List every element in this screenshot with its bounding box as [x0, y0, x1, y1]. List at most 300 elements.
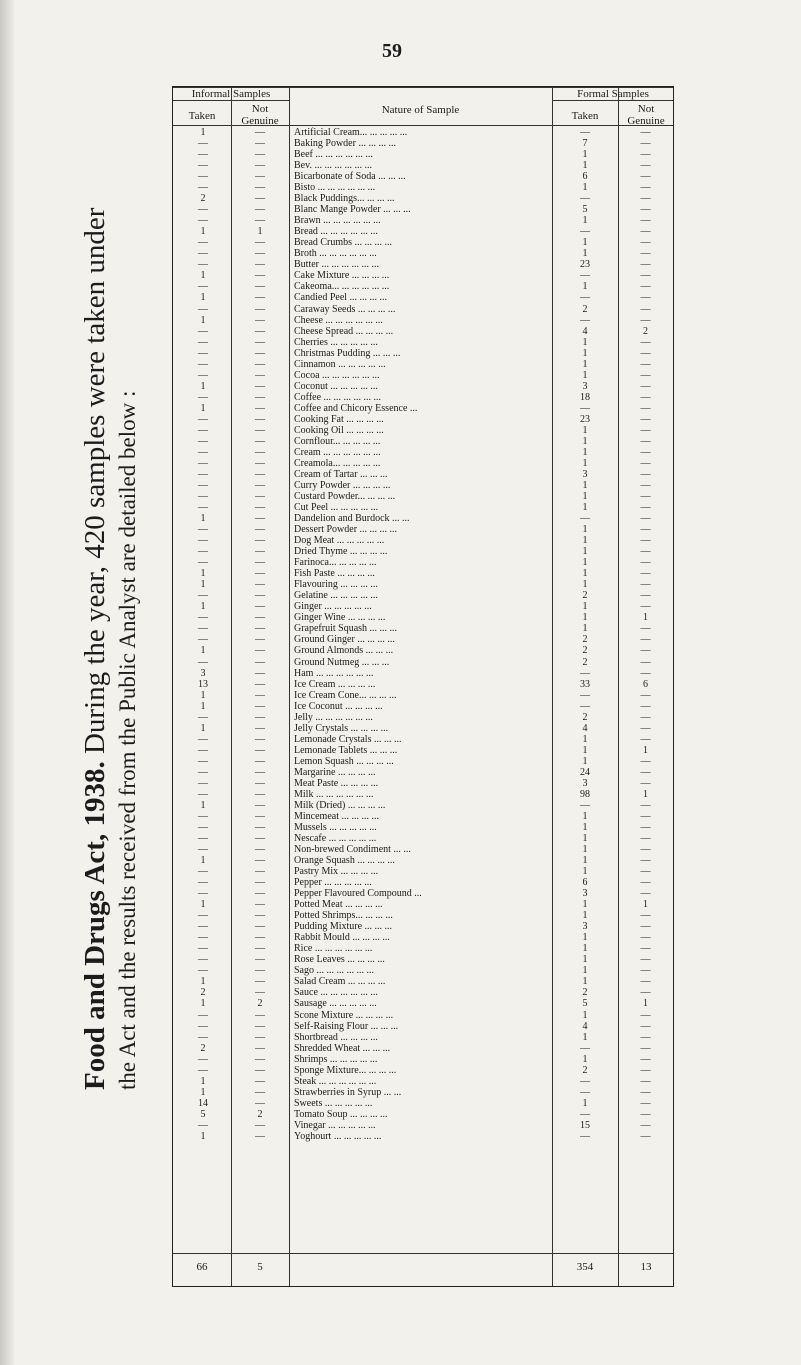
cell-formal-taken: 1	[582, 844, 588, 856]
header-not: Not	[251, 103, 269, 115]
table-row	[173, 1076, 673, 1087]
cell-informal-taken: —	[198, 215, 208, 227]
cell-informal-not-genuine: —	[255, 866, 265, 878]
cell-informal-taken: —	[198, 921, 208, 933]
cell-formal-not-genuine: —	[640, 667, 651, 679]
cell-informal-not-genuine: —	[255, 513, 265, 525]
cell-formal-not-genuine: —	[640, 645, 651, 657]
cell-informal-not-genuine: —	[255, 810, 265, 822]
cell-informal-not-genuine: —	[255, 678, 265, 690]
cell-informal-taken: —	[198, 303, 208, 315]
cell-formal-taken: 2	[582, 590, 588, 602]
cell-formal-not-genuine: —	[640, 524, 651, 536]
cell-informal-not-genuine: —	[255, 402, 265, 414]
cell-sample-name: Cooking Fat ... ... ... ...	[294, 413, 384, 425]
cell-formal-not-genuine: —	[640, 358, 651, 370]
cell-sample-name: Ground Ginger ... ... ... ...	[294, 634, 395, 646]
cell-informal-not-genuine: —	[255, 612, 265, 624]
cell-formal-taken: 1	[582, 215, 588, 227]
cell-sample-name: Shredded Wheat ... ... ...	[294, 1042, 391, 1054]
cell-informal-taken: —	[198, 546, 208, 558]
cell-formal-not-genuine: —	[640, 590, 651, 602]
cell-informal-not-genuine: —	[255, 237, 265, 249]
cell-informal-not-genuine: —	[255, 777, 265, 789]
cell-formal-not-genuine: —	[640, 468, 651, 480]
cell-formal-not-genuine: —	[640, 1075, 651, 1087]
cell-formal-not-genuine: 1	[643, 998, 648, 1010]
table-row	[173, 568, 673, 579]
cell-formal-not-genuine: —	[640, 844, 651, 856]
cell-informal-taken: 2	[200, 1042, 206, 1054]
cell-sample-name: Mincemeat ... ... ... ...	[294, 810, 379, 822]
cell-formal-not-genuine: —	[640, 1086, 651, 1098]
cell-formal-not-genuine: —	[640, 1064, 651, 1076]
cell-sample-name: Ham ... ... ... ... ... ...	[294, 667, 374, 679]
cell-informal-taken: —	[198, 557, 208, 569]
cell-informal-not-genuine: —	[255, 413, 265, 425]
table-row	[173, 668, 673, 679]
cell-informal-not-genuine: —	[255, 910, 265, 922]
cell-formal-not-genuine: —	[640, 987, 651, 999]
cell-informal-taken: 14	[198, 1097, 208, 1109]
cell-formal-taken: 1	[582, 943, 588, 955]
cell-informal-not-genuine: —	[255, 369, 265, 381]
cell-informal-not-genuine: —	[255, 976, 265, 988]
cell-formal-not-genuine: —	[640, 1009, 651, 1021]
cell-sample-name: Dried Thyme ... ... ... ...	[294, 546, 388, 558]
header-informal-not-genuine	[231, 103, 289, 127]
cell-formal-taken: 18	[580, 391, 590, 403]
table-row	[173, 259, 673, 270]
cell-informal-taken: 1	[200, 314, 206, 326]
cell-sample-name: Jelly ... ... ... ... ... ...	[294, 711, 373, 723]
table-row	[173, 998, 673, 1009]
cell-informal-not-genuine: —	[255, 424, 265, 436]
cell-informal-not-genuine: —	[255, 127, 265, 138]
cell-sample-name: Christmas Pudding ... ... ...	[294, 347, 401, 359]
cell-formal-not-genuine: —	[640, 314, 651, 326]
cell-sample-name: Rose Leaves ... ... ... ...	[294, 954, 385, 966]
cell-informal-taken: —	[198, 788, 208, 800]
cell-informal-not-genuine: —	[255, 855, 265, 867]
cell-informal-taken: 1	[200, 899, 206, 911]
cell-informal-not-genuine: —	[255, 270, 265, 282]
cell-informal-taken: —	[198, 446, 208, 458]
cell-sample-name: Pepper ... ... ... ... ...	[294, 877, 372, 889]
cell-informal-not-genuine: —	[255, 1097, 265, 1109]
cell-formal-taken: 5	[582, 998, 588, 1010]
cell-formal-not-genuine: —	[640, 1119, 651, 1131]
cell-formal-taken: 23	[580, 413, 590, 425]
table-row	[173, 1087, 673, 1098]
cell-informal-not-genuine: —	[255, 579, 265, 591]
cell-formal-taken: 1	[582, 457, 588, 469]
cell-sample-name: Grapefruit Squash ... ... ...	[294, 623, 398, 635]
cell-informal-taken: —	[198, 810, 208, 822]
cell-formal-taken: 1	[582, 855, 588, 867]
cell-formal-not-genuine: —	[640, 193, 651, 205]
cell-formal-taken: 1	[582, 965, 588, 977]
table-row	[173, 690, 673, 701]
cell-sample-name: Lemonade Crystals ... ... ...	[294, 733, 402, 745]
cell-formal-not-genuine: —	[640, 446, 651, 458]
table-row	[173, 822, 673, 833]
cell-formal-not-genuine: —	[640, 424, 651, 436]
cell-formal-taken: 24	[580, 766, 590, 778]
cell-informal-not-genuine: —	[255, 1020, 265, 1032]
table-row	[173, 899, 673, 910]
cell-sample-name: Beef ... ... ... ... ... ...	[294, 149, 373, 161]
table-row	[173, 723, 673, 734]
cell-informal-taken: —	[198, 391, 208, 403]
cell-formal-not-genuine: —	[640, 579, 651, 591]
cell-formal-not-genuine: —	[640, 755, 651, 767]
cell-sample-name: Ice Cream ... ... ... ...	[294, 678, 376, 690]
cell-informal-taken: —	[198, 491, 208, 503]
cell-formal-taken: 1	[582, 491, 588, 503]
table-row	[173, 359, 673, 370]
cell-informal-taken: —	[198, 160, 208, 172]
cell-formal-not-genuine: —	[640, 810, 651, 822]
cell-formal-taken: 4	[582, 722, 588, 734]
cell-informal-not-genuine: —	[255, 314, 265, 326]
cell-informal-not-genuine: —	[255, 292, 265, 304]
cell-informal-taken: —	[198, 1119, 208, 1131]
cell-sample-name: Pastry Mix ... ... ... ...	[294, 866, 379, 878]
cell-formal-taken: —	[580, 700, 590, 712]
cell-informal-not-genuine: —	[255, 833, 265, 844]
cell-informal-not-genuine: —	[255, 480, 265, 491]
cell-formal-taken: 1	[582, 358, 588, 370]
cell-formal-taken: 1	[582, 149, 588, 161]
cell-formal-taken: 3	[582, 921, 588, 933]
section-title	[78, 90, 144, 1090]
table-row	[173, 138, 673, 149]
cell-formal-taken: 1	[582, 480, 588, 491]
cell-formal-taken: —	[580, 292, 590, 304]
cell-sample-name: Meat Paste ... ... ... ...	[294, 777, 379, 789]
cell-formal-not-genuine: —	[640, 546, 651, 558]
cell-informal-not-genuine: —	[255, 590, 265, 602]
cell-informal-taken: 1	[200, 226, 206, 238]
cell-formal-not-genuine: —	[640, 568, 651, 580]
cell-formal-not-genuine: —	[640, 138, 651, 150]
cell-informal-not-genuine: —	[255, 1130, 265, 1142]
cell-informal-taken: —	[198, 1064, 208, 1076]
cell-formal-taken: 2	[582, 645, 588, 657]
cell-formal-taken: 15	[580, 1119, 590, 1131]
cell-informal-taken: 1	[200, 1130, 206, 1142]
cell-formal-not-genuine: —	[640, 855, 651, 867]
cell-informal-not-genuine: —	[255, 932, 265, 944]
cell-formal-not-genuine: —	[640, 160, 651, 172]
cell-sample-name: Coffee ... ... ... ... ... ...	[294, 391, 382, 403]
cell-informal-taken: —	[198, 259, 208, 271]
cell-formal-not-genuine: —	[640, 480, 651, 491]
page-edge-shadow	[0, 0, 14, 1365]
cell-sample-name: Margarine ... ... ... ...	[294, 766, 376, 778]
cell-informal-taken: 13	[198, 678, 208, 690]
header-subrule-formal	[552, 100, 673, 101]
cell-informal-not-genuine: —	[255, 755, 265, 767]
cell-formal-taken: 4	[582, 1020, 588, 1032]
cell-informal-taken: 1	[200, 1086, 206, 1098]
cell-informal-not-genuine: —	[255, 182, 265, 194]
cell-informal-taken: 1	[200, 127, 206, 138]
cell-informal-not-genuine: —	[255, 954, 265, 966]
table-row	[173, 789, 673, 800]
cell-informal-taken: —	[198, 413, 208, 425]
title-line-2: the Act and the results received from the Public Analyst are detailed below :	[115, 390, 140, 1090]
cell-sample-name: Lemon Squash ... ... ... ...	[294, 755, 394, 767]
samples-table	[172, 86, 674, 1287]
table-row	[173, 932, 673, 943]
cell-formal-taken: 2	[582, 634, 588, 646]
cell-formal-taken: 2	[582, 656, 588, 668]
cell-sample-name: Sponge Mixture... ... ... ...	[294, 1064, 397, 1076]
cell-formal-not-genuine: —	[640, 513, 651, 525]
cell-formal-not-genuine: —	[640, 932, 651, 944]
table-row	[173, 149, 673, 160]
table-row	[173, 215, 673, 226]
cell-sample-name: Sauce ... ... ... ... ... ...	[294, 987, 378, 999]
cell-informal-not-genuine: —	[255, 1119, 265, 1131]
cell-formal-not-genuine: —	[640, 821, 651, 833]
cell-sample-name: Strawberries in Syrup ... ...	[294, 1086, 402, 1098]
cell-sample-name: Cheese Spread ... ... ... ...	[294, 325, 394, 337]
table-row	[173, 270, 673, 281]
cell-formal-taken: 2	[582, 987, 588, 999]
header-genuine: Genuine	[241, 115, 279, 127]
cell-formal-taken: 23	[580, 259, 590, 271]
cell-informal-not-genuine: —	[255, 435, 265, 447]
cell-informal-not-genuine: —	[255, 700, 265, 712]
table-row	[173, 414, 673, 425]
cell-formal-taken: 1	[582, 546, 588, 558]
cell-formal-not-genuine: —	[640, 557, 651, 569]
table-row	[173, 513, 673, 524]
cell-formal-taken: 2	[582, 303, 588, 315]
cell-formal-taken: 1	[582, 954, 588, 966]
cell-formal-not-genuine: —	[640, 1130, 651, 1142]
cell-formal-taken: 1	[582, 535, 588, 547]
table-row	[173, 370, 673, 381]
cell-formal-not-genuine: —	[640, 248, 651, 260]
cell-sample-name: Steak ... ... ... ... ... ...	[294, 1075, 377, 1087]
cell-sample-name: Cream ... ... ... ... ... ...	[294, 446, 381, 458]
cell-informal-taken: —	[198, 777, 208, 789]
cell-formal-not-genuine: —	[640, 303, 651, 315]
cell-informal-taken: —	[198, 910, 208, 922]
cell-informal-not-genuine: —	[255, 667, 265, 679]
cell-informal-taken: —	[198, 347, 208, 359]
cell-sample-name: Cream of Tartar ... ... ...	[294, 468, 388, 480]
cell-formal-taken: 3	[582, 777, 588, 789]
header-formal-not-genuine	[618, 103, 674, 127]
table-row	[173, 160, 673, 171]
table-row	[173, 1065, 673, 1076]
cell-formal-taken: 1	[582, 424, 588, 436]
cell-formal-taken: 1	[582, 866, 588, 878]
table-row	[173, 127, 673, 138]
cell-sample-name: Cinnamon ... ... ... ... ...	[294, 358, 386, 370]
cell-informal-not-genuine: —	[255, 1042, 265, 1054]
cell-formal-taken: —	[580, 402, 590, 414]
cell-formal-not-genuine: —	[640, 391, 651, 403]
cell-formal-not-genuine: 1	[643, 899, 648, 911]
table-row	[173, 304, 673, 315]
table-row	[173, 612, 673, 623]
totals-row	[173, 1256, 673, 1278]
cell-formal-taken: 1	[582, 248, 588, 260]
table-row	[173, 315, 673, 326]
cell-formal-not-genuine: —	[640, 888, 651, 900]
cell-formal-taken: 1	[582, 623, 588, 635]
cell-formal-taken: 3	[582, 888, 588, 900]
cell-sample-name: Coconut ... ... ... ... ...	[294, 380, 378, 392]
cell-formal-not-genuine: —	[640, 1031, 651, 1043]
cell-informal-not-genuine: —	[255, 160, 265, 172]
cell-informal-taken: —	[198, 744, 208, 756]
cell-formal-taken: 7	[582, 138, 588, 150]
cell-informal-taken: —	[198, 138, 208, 150]
cell-formal-taken: 1	[582, 1053, 588, 1065]
cell-formal-not-genuine: —	[640, 1108, 651, 1120]
cell-formal-not-genuine: —	[640, 237, 651, 249]
table-row	[173, 579, 673, 590]
cell-informal-not-genuine: —	[255, 799, 265, 811]
cell-formal-taken: 1	[582, 568, 588, 580]
cell-informal-taken: —	[198, 171, 208, 183]
cell-sample-name: Baking Powder ... ... ... ...	[294, 138, 396, 150]
cell-informal-not-genuine: —	[255, 248, 265, 260]
cell-informal-not-genuine: —	[255, 634, 265, 646]
cell-formal-taken: 1	[582, 733, 588, 745]
cell-formal-taken: 1	[582, 336, 588, 348]
cell-informal-not-genuine: —	[255, 722, 265, 734]
cell-formal-not-genuine: —	[640, 921, 651, 933]
cell-formal-taken: 1	[582, 810, 588, 822]
cell-formal-not-genuine: —	[640, 336, 651, 348]
cell-informal-taken: 1	[200, 855, 206, 867]
cell-formal-not-genuine: 6	[643, 678, 648, 690]
table-row	[173, 877, 673, 888]
cell-formal-not-genuine: —	[640, 711, 651, 723]
table-row	[173, 1109, 673, 1120]
table-row	[173, 778, 673, 789]
cell-formal-not-genuine: —	[640, 623, 651, 635]
table-row	[173, 1120, 673, 1131]
cell-informal-not-genuine: —	[255, 215, 265, 227]
cell-informal-not-genuine: —	[255, 336, 265, 348]
cell-informal-taken: —	[198, 435, 208, 447]
cell-informal-taken: 1	[200, 513, 206, 525]
cell-informal-taken: 1	[200, 402, 206, 414]
cell-informal-not-genuine: —	[255, 281, 265, 293]
cell-informal-taken: —	[198, 1031, 208, 1043]
cell-informal-not-genuine: —	[255, 491, 265, 503]
cell-informal-taken: 2	[200, 987, 206, 999]
cell-informal-taken: —	[198, 457, 208, 469]
cell-informal-taken: —	[198, 358, 208, 370]
table-row	[173, 921, 673, 932]
cell-informal-taken: 1	[200, 976, 206, 988]
cell-formal-taken: 6	[582, 171, 588, 183]
cell-informal-taken: —	[198, 866, 208, 878]
cell-formal-not-genuine: —	[640, 689, 651, 701]
cell-informal-not-genuine: —	[255, 744, 265, 756]
cell-formal-taken: —	[580, 270, 590, 282]
cell-formal-not-genuine: —	[640, 799, 651, 811]
table-row	[173, 833, 673, 844]
cell-informal-not-genuine: —	[255, 1031, 265, 1043]
cell-informal-not-genuine: —	[255, 766, 265, 778]
cell-sample-name: Potted Shrimps... ... ... ...	[294, 910, 393, 922]
cell-formal-not-genuine: —	[640, 127, 651, 138]
cell-informal-taken: —	[198, 182, 208, 194]
cell-informal-taken: 1	[200, 579, 206, 591]
cell-informal-not-genuine: —	[255, 1086, 265, 1098]
cell-formal-not-genuine: 2	[643, 325, 648, 337]
cell-informal-taken: —	[198, 149, 208, 161]
cell-informal-taken: —	[198, 424, 208, 436]
cell-sample-name: Shrimps ... ... ... ... ...	[294, 1053, 378, 1065]
cell-formal-taken: 1	[582, 755, 588, 767]
cell-sample-name: Pepper Flavoured Compound ...	[294, 888, 422, 900]
cell-informal-taken: —	[198, 248, 208, 260]
cell-sample-name: Broth ... ... ... ... ... ...	[294, 248, 377, 260]
cell-formal-taken: —	[580, 799, 590, 811]
table-body	[173, 127, 673, 1142]
table-row	[173, 745, 673, 756]
table-row	[173, 634, 673, 645]
cell-formal-not-genuine: —	[640, 877, 651, 889]
cell-informal-taken: —	[198, 1020, 208, 1032]
cell-formal-not-genuine: —	[640, 215, 651, 227]
cell-informal-not-genuine: —	[255, 568, 265, 580]
cell-sample-name: Sago ... ... ... ... ... ...	[294, 965, 374, 977]
cell-informal-taken: —	[198, 711, 208, 723]
cell-formal-taken: 1	[582, 369, 588, 381]
table-row	[173, 502, 673, 513]
cell-sample-name: Dessert Powder ... ... ... ...	[294, 524, 398, 536]
cell-formal-taken: 3	[582, 468, 588, 480]
cell-formal-not-genuine: —	[640, 182, 651, 194]
cell-formal-not-genuine: —	[640, 601, 651, 613]
cell-formal-not-genuine: —	[640, 634, 651, 646]
cell-informal-not-genuine: —	[255, 524, 265, 536]
cell-formal-taken: 1	[582, 502, 588, 514]
cell-formal-not-genuine: —	[640, 259, 651, 271]
cell-sample-name: Salad Cream ... ... ... ...	[294, 976, 386, 988]
cell-informal-not-genuine: —	[255, 987, 265, 999]
cell-formal-not-genuine: —	[640, 491, 651, 503]
table-row	[173, 943, 673, 954]
cell-sample-name: Cooking Oil ... ... ... ...	[294, 424, 384, 436]
cell-formal-taken: 1	[582, 1009, 588, 1021]
cell-sample-name: Milk ... ... ... ... ... ...	[294, 788, 374, 800]
table-row	[173, 480, 673, 491]
cell-sample-name: Yoghourt ... ... ... ... ...	[294, 1130, 382, 1142]
cell-formal-not-genuine: —	[640, 149, 651, 161]
table-row	[173, 623, 673, 634]
cell-sample-name: Nescafe ... ... ... ... ...	[294, 833, 377, 844]
cell-informal-not-genuine: —	[255, 965, 265, 977]
cell-formal-not-genuine: —	[640, 866, 651, 878]
cell-formal-not-genuine: —	[640, 733, 651, 745]
cell-formal-not-genuine: —	[640, 976, 651, 988]
cell-sample-name: Cut Peel ... ... ... ... ...	[294, 502, 379, 514]
